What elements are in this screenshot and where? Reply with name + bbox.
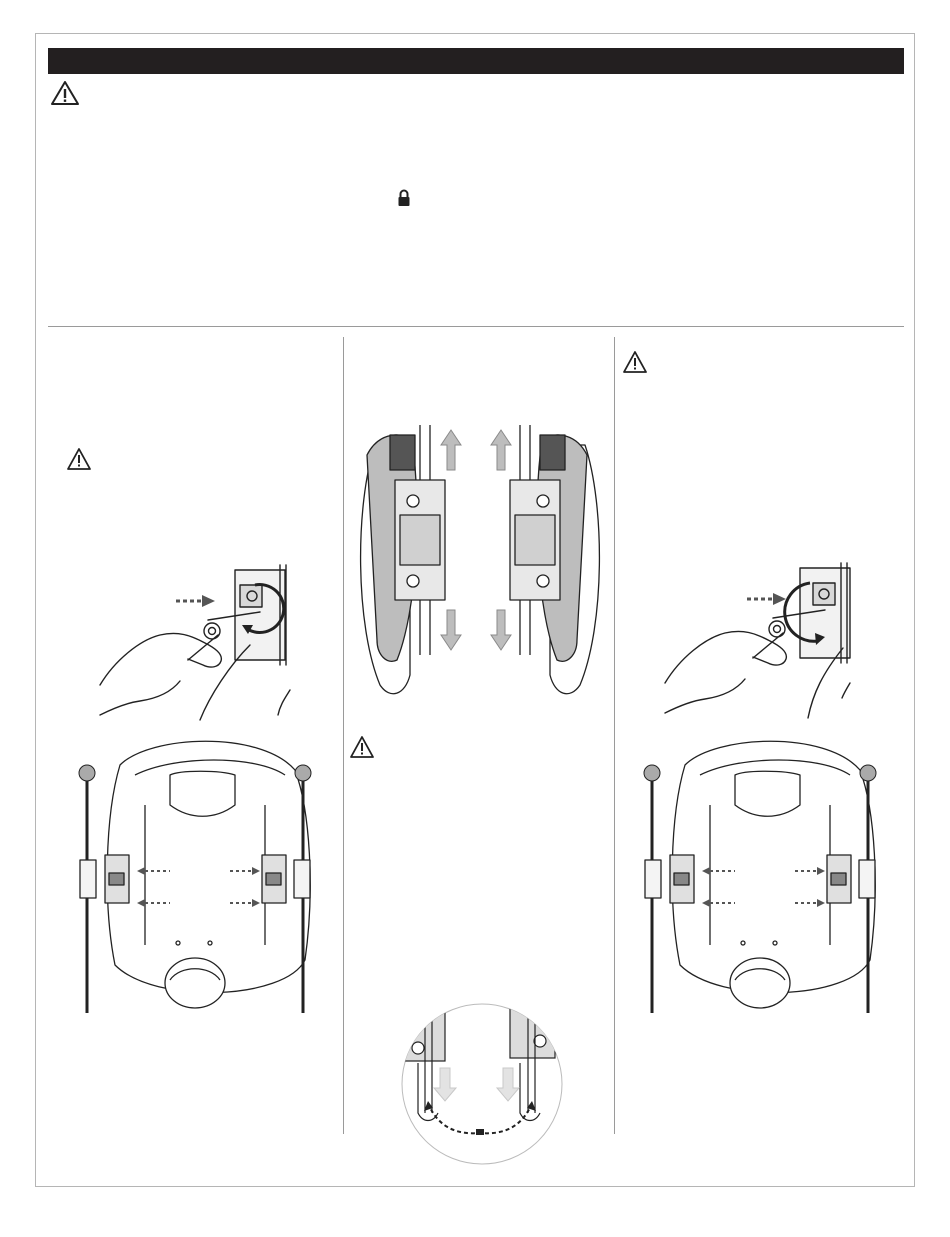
seat-rear-view-illustration	[80, 735, 325, 1015]
warning-triangle-icon	[50, 80, 80, 106]
column-divider-right	[614, 337, 615, 1134]
hand-wrench-tighten-illustration	[665, 563, 865, 718]
warning-triangle-icon	[349, 735, 375, 759]
seat-rear-view-illustration	[645, 735, 890, 1015]
seat-adapter-slide-illustration	[355, 425, 600, 700]
column-divider-left	[343, 337, 344, 1134]
hand-wrench-tighten-illustration	[100, 565, 300, 720]
warning-triangle-icon	[622, 350, 648, 374]
section-header-bar	[48, 48, 904, 74]
adapter-detail-circle-illustration	[400, 1003, 565, 1165]
warning-triangle-icon	[66, 447, 92, 471]
section-divider	[48, 326, 904, 327]
padlock-icon	[397, 189, 411, 207]
